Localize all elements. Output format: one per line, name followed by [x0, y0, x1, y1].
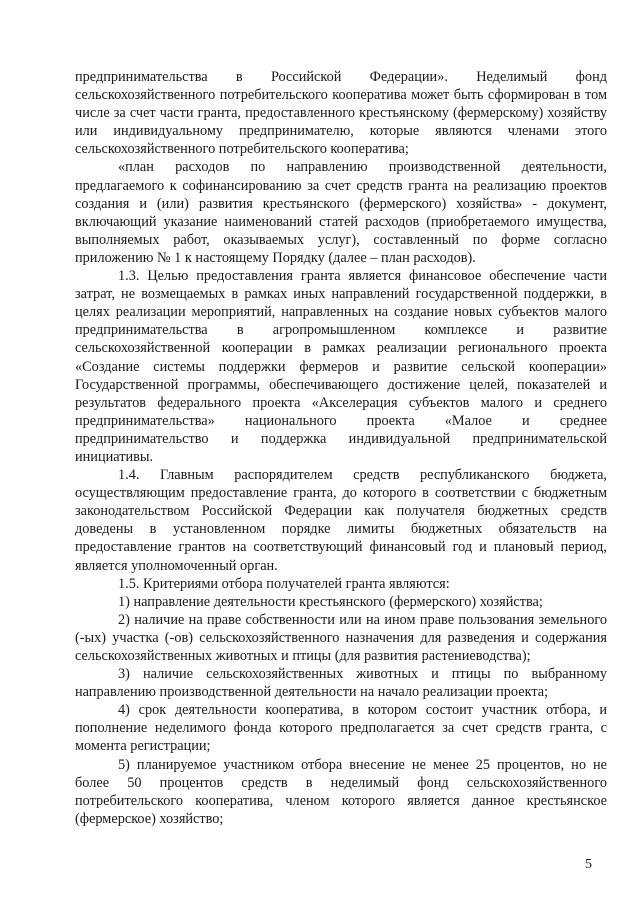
criterion-3: 3) наличие сельскохозяйственных животных и птицы по выбранному направлению производственной деятельности на начало реализации проекта; [75, 666, 607, 701]
paragraph-1-5-selection-criteria: 1.5. Критериями отбора получателей гранта являются: [118, 575, 450, 592]
paragraph-continuation: предпринимательства в Российской Федерации». Неделимый фонд сельскохозяйственного потребительского кооператива может быть сформирован в том числе за счет части гранта, предоставленного крестьянскому (фермерскому) хозяйству или индивидуальному предпринимателю, которые являются членами этого сельскохозяйственного потребительского кооператива; [75, 69, 607, 158]
paragraph-1-3-grant-purpose: 1.3. Целью предоставления гранта является финансовое обеспечение части затрат, не возмещаемых в рамках иных направлений государственной поддержки, в целях реализации мероприятий, направленных на создание новых субъектов малого предпринимательства в агропромышленном комплексе и развитие сельскохозяйственной кооперации в рамках реализации регионального проекта «Создание системы поддержки фермеров и развитие сельской кооперации» Государственной программы, обеспечивающего достижение целей, показателей и результатов федерального проекта «Акселерация субъектов малого и среднего предпринимательства» национального проекта «Малое и среднее предпринимательство и поддержка индивидуальной предпринимательской инициативы. [75, 268, 607, 465]
criterion-1: 1) направление деятельности крестьянского (фермерского) хозяйства; [118, 593, 543, 610]
paragraph-1-4-chief-administrator: 1.4. Главным распорядителем средств республиканского бюджета, осуществляющим предоставление гранта, до которого в соответствии с бюджетным законодательством Российской Федерации как получателя бюджетных средств доведены в установленном порядке лимиты бюджетных обязательств на предоставление грантов на соответствующий финансовый год и плановый период, является уполномоченный орган. [75, 467, 607, 574]
criterion-2: 2) наличие на праве собственности или на ином праве пользования земельного (-ых) участка (-ов) сельскохозяйственного назначения для разведения и содержания сельскохозяйственных животных и птицы (для развития растениеводства); [75, 611, 607, 664]
criterion-4: 4) срок деятельности кооператива, в котором состоит участник отбора, и пополнение неделимого фонда которого предполагается за счет средств гранта, с момента регистрации; [75, 702, 607, 755]
paragraph-expense-plan-definition: «план расходов по направлению производственной деятельности, предлагаемого к софинансированию за счет средств гранта на реализацию проектов создания и (или) развития крестьянского (фермерского) хозяйства» - документ, включающий указание наименований статей расходов (приобретаемого имущества, выполняемых работ, оказываемых услуг), составленный по форме согласно приложению № 1 к настоящему Порядку (далее – план расходов). [75, 159, 607, 266]
criterion-5: 5) планируемое участником отбора внесение не менее 25 процентов, но не более 50 процентов средств в неделимый фонд сельскохозяйственного потребительского кооператива, членом которого является данное крестьянское (фермерское) хозяйство; [75, 756, 607, 827]
page-number: 5 [585, 857, 592, 872]
document-body [75, 68, 607, 828]
